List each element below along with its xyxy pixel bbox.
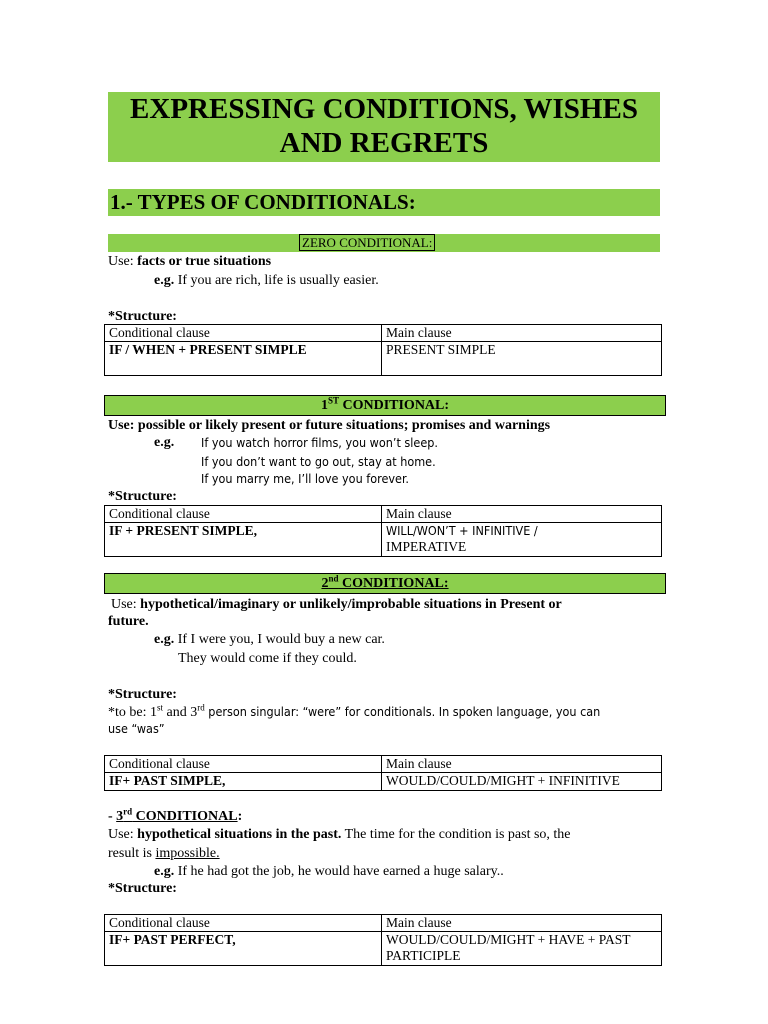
zero-conditional-band: [108, 234, 660, 252]
table-header-cell: Conditional clause: [105, 325, 382, 342]
table-cell: WOULD/COULD/MIGHT + INFINITIVE: [382, 773, 662, 791]
second-use-line-2: future.: [108, 614, 149, 629]
table-header-cell: Main clause: [382, 325, 662, 342]
second-example-2: They would come if they could.: [178, 651, 357, 666]
document-title: [108, 92, 660, 162]
table-cell: IF / WHEN + PRESENT SIMPLE: [105, 342, 382, 376]
section-heading-types: 1.- TYPES OF CONDITIONALS:: [108, 189, 660, 216]
first-structure-label: *Structure:: [108, 489, 177, 504]
second-note-line-2: use “was”: [108, 721, 165, 736]
first-structure-table: [104, 505, 662, 557]
first-use-line: Use: possible or likely present or future situations; promises and warnings: [108, 418, 551, 433]
table-header-cell: Conditional clause: [105, 756, 382, 773]
table-header-cell: Conditional clause: [105, 506, 382, 523]
second-structure-label: *Structure:: [108, 687, 177, 702]
second-note-line-1: *to be: 1st and 3rd person singular: “were” for conditionals. In spoken language, you can: [108, 702, 601, 720]
title-line-2: AND REGRETS: [279, 127, 489, 159]
table-header-cell: Main clause: [382, 915, 662, 932]
second-use-line: Use: hypothetical/imaginary or unlikely/improbable situations in Present or: [111, 597, 562, 612]
third-structure-table: [104, 914, 662, 966]
table-cell: PRESENT SIMPLE: [382, 342, 662, 376]
table-cell: IF + PRESENT SIMPLE,: [105, 523, 382, 557]
table-header-cell: Conditional clause: [105, 915, 382, 932]
second-conditional-heading: 2nd CONDITIONAL:: [104, 573, 666, 594]
title-line-1: EXPRESSING CONDITIONS, WISHES: [130, 93, 638, 125]
third-example: e.g. If he had got the job, he would have earned a huge salary..: [154, 864, 504, 879]
zero-example: e.g. If you are rich, life is usually easier.: [154, 273, 379, 288]
zero-structure-table: [104, 324, 662, 376]
third-conditional-heading: - 3rd CONDITIONAL:: [108, 806, 243, 824]
table-cell: IF+ PAST SIMPLE,: [105, 773, 382, 791]
first-eg-label: e.g.: [154, 435, 175, 450]
first-example-2: If you don’t want to go out, stay at home.: [201, 454, 436, 469]
second-structure-table: [104, 755, 662, 791]
first-example-3: If you marry me, I’ll love you forever.: [201, 471, 409, 486]
third-use-line: Use: hypothetical situations in the past. The time for the condition is past so, the: [108, 827, 571, 842]
zero-use-line: Use: facts or true situations: [108, 254, 272, 269]
table-cell: IF+ PAST PERFECT,: [105, 932, 382, 966]
third-result-line: result is impossible.: [108, 846, 220, 861]
second-example: e.g. If I were you, I would buy a new car.: [154, 632, 385, 647]
table-header-cell: Main clause: [382, 756, 662, 773]
zero-structure-label: *Structure:: [108, 309, 177, 324]
first-example-1: If you watch horror films, you won’t sleep.: [201, 435, 438, 450]
third-structure-label: *Structure:: [108, 881, 177, 896]
first-conditional-heading: 1ST CONDITIONAL:: [104, 395, 666, 416]
table-cell: WILL/WON’T + INFINITIVE / IMPERATIVE: [382, 523, 662, 557]
table-cell: WOULD/COULD/MIGHT + HAVE + PAST PARTICIPLE: [382, 932, 662, 966]
table-header-cell: Main clause: [382, 506, 662, 523]
zero-conditional-heading: ZERO CONDITIONAL:: [299, 234, 435, 251]
